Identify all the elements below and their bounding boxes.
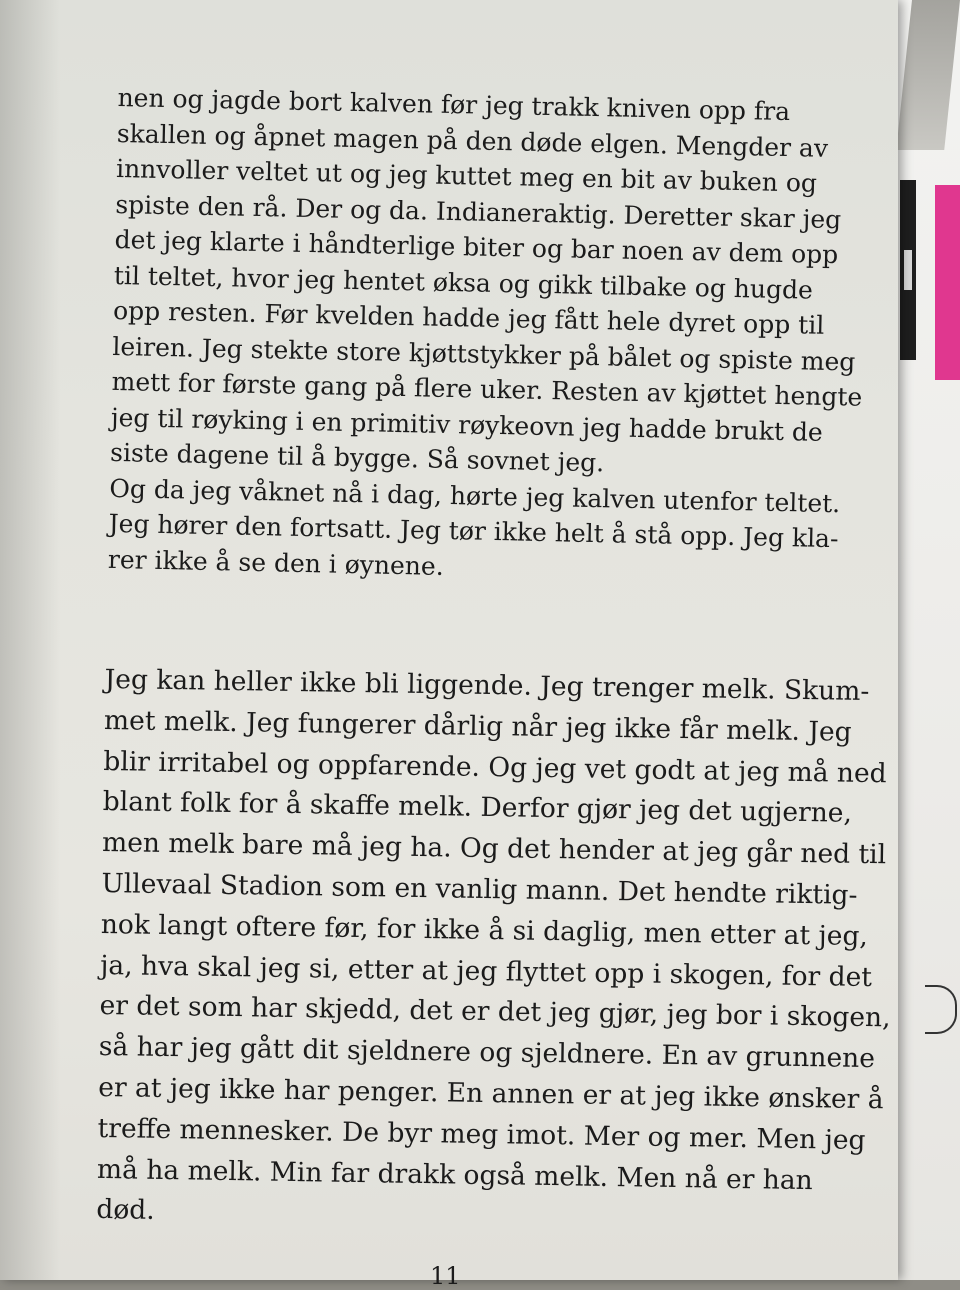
text-line: met melk. Jeg fungerer dårlig når jeg ikke får melk. Jeg bbox=[103, 704, 852, 748]
text-line: men melk bare må jeg ha. Og det hender at jeg går ned til bbox=[101, 827, 887, 871]
text-line: til teltet, hvor jeg hentet øksa og gikk tilbake og hugde bbox=[113, 260, 814, 305]
text-line: innvoller veltet ut og jeg kuttet meg en bit av buken og bbox=[115, 153, 818, 198]
paragraph-2 bbox=[96, 660, 891, 1242]
text-line: mett for første gang på flere uker. Resten av kjøttet hengte bbox=[111, 366, 863, 412]
text-line: død. bbox=[96, 1194, 155, 1227]
text-line: opp resten. Før kvelden hadde jeg fått hele dyret opp til bbox=[112, 295, 825, 340]
page-gutter-shadow bbox=[0, 0, 60, 1280]
text-line: nok langt oftere før, for ikke å si daglig, men etter at jeg, bbox=[100, 908, 869, 952]
paragraph-1 bbox=[107, 80, 863, 591]
text-line: spiste den rå. Der og da. Indianeraktig. Deretter skar jeg bbox=[115, 189, 842, 234]
text-line: Jeg hører den fortsatt. Jeg tør ikke helt å stå opp. Jeg kla- bbox=[108, 508, 839, 554]
text-line: blir irritabel og oppfarende. Og jeg vet godt at jeg må ned bbox=[103, 745, 887, 789]
pen-scribble-mark bbox=[925, 985, 957, 1034]
dark-book-spine-edge bbox=[900, 180, 916, 360]
page-number: 11 bbox=[430, 1262, 461, 1290]
text-line: leiren. Jeg stekte store kjøttstykker på bålet og spiste meg bbox=[112, 331, 856, 376]
text-line: ja, hva skal jeg si, etter at jeg flyttet opp i skogen, for det bbox=[99, 949, 873, 993]
text-line: jeg til røyking i en primitiv røykeovn jeg hadde brukt de bbox=[110, 402, 823, 447]
pink-book-cover-edge bbox=[935, 185, 960, 380]
text-line: Og da jeg våknet nå i dag, hørte jeg kalven utenfor teltet. bbox=[109, 473, 841, 518]
text-line: siste dagene til å bygge. Så sovnet jeg. bbox=[109, 437, 605, 478]
text-line: Jeg kan heller ikke bli liggende. Jeg trenger melk. Skum- bbox=[104, 663, 870, 708]
text-line: treffe mennesker. De byr meg imot. Mer og mer. Men jeg bbox=[97, 1112, 866, 1156]
text-line: er at jeg ikke har penger. En annen er at jeg ikke ønsker å bbox=[98, 1071, 884, 1116]
text-line: må ha melk. Min far drakk også melk. Men nå er han bbox=[96, 1153, 814, 1196]
text-line: rer ikke å se den i øynene. bbox=[107, 544, 445, 581]
text-line: det jeg klarte i håndterlige biter og bar noen av dem opp bbox=[114, 224, 839, 270]
text-line: blant folk for å skaffe melk. Derfor gjør jeg det ugjerne, bbox=[102, 786, 853, 830]
text-line: Ullevaal Stadion som en vanlig mann. Det hendte riktig- bbox=[101, 867, 858, 911]
text-line: så har jeg gått dit sjeldnere og sjeldnere. En av grunnene bbox=[98, 1031, 876, 1075]
text-line: skallen og åpnet magen på den døde elgen. Mengder av bbox=[116, 118, 829, 163]
text-line: nen og jagde bort kalven før jeg trakk kniven opp fra bbox=[117, 82, 791, 127]
text-line: er det som har skjedd, det er det jeg gjør, jeg bor i skogen, bbox=[99, 990, 891, 1034]
